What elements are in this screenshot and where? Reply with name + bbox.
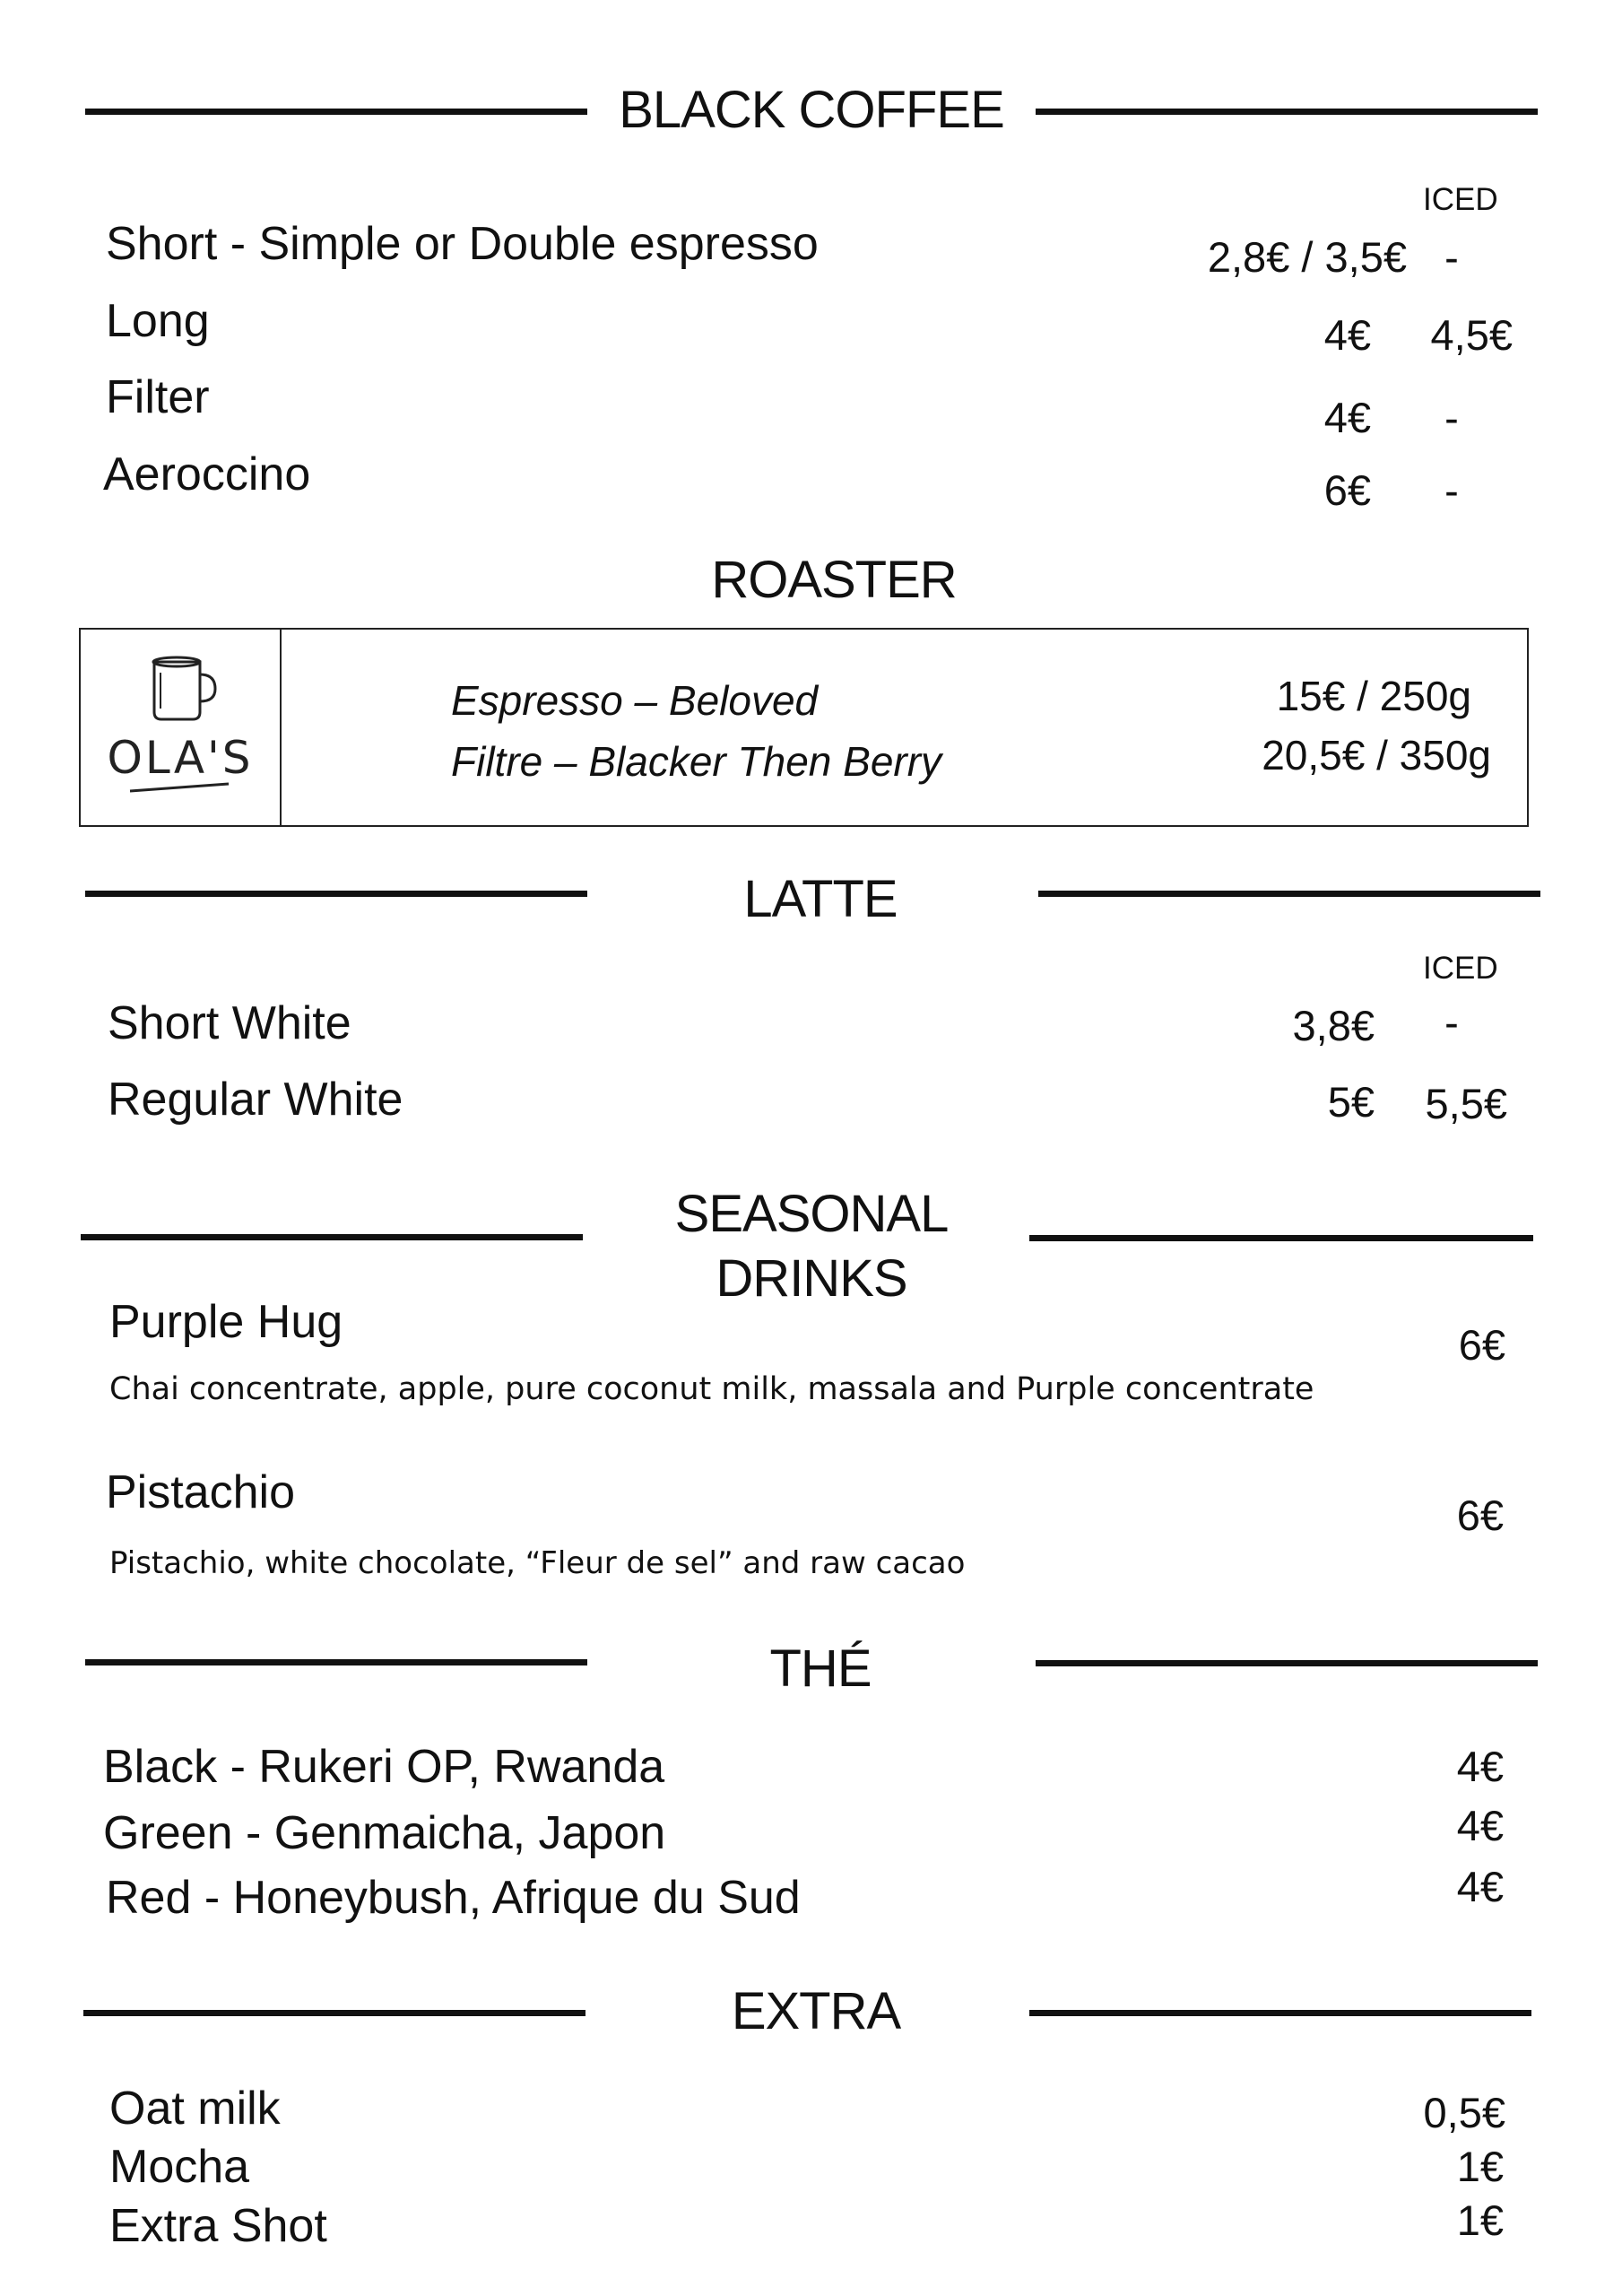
menu-item-name: Red - Honeybush, Afrique du Sud <box>106 1872 801 1924</box>
section-divider-left <box>81 1234 583 1240</box>
section-divider-left <box>83 2010 585 2016</box>
menu-item-price: 4€ <box>1323 311 1371 359</box>
section-divider-left <box>85 1659 587 1665</box>
section-divider-left <box>85 109 587 115</box>
menu-item-iced-price: 4,5€ <box>1430 311 1513 359</box>
roaster-item-price: 15€ / 250g <box>1276 673 1471 719</box>
section-title-roaster: ROASTER <box>711 551 957 609</box>
menu-item-iced-price: - <box>1444 998 1459 1046</box>
menu-item-name: Regular White <box>108 1074 403 1126</box>
menu-item-iced-price: - <box>1444 233 1459 281</box>
section-divider-right <box>1036 109 1538 115</box>
section-divider-left <box>85 891 587 897</box>
menu-item-price: 1€ <box>1456 2196 1504 2244</box>
menu-item-price: 4€ <box>1456 1743 1504 1790</box>
menu-item-description: Pistachio, white chocolate, “Fleur de sel” and raw cacao <box>109 1545 966 1581</box>
menu-item-price: 0,5€ <box>1423 2089 1505 2136</box>
menu-item-name: Green - Genmaicha, Japon <box>103 1807 666 1859</box>
menu-item-name: Mocha <box>109 2141 250 2193</box>
menu-item-description: Chai concentrate, apple, pure coconut milk, massala and Purple concentrate <box>109 1371 1314 1407</box>
menu-item-price: 6€ <box>1458 1321 1505 1369</box>
menu-item-iced-price: 5,5€ <box>1425 1080 1507 1127</box>
menu-item-name: Extra Shot <box>109 2200 327 2252</box>
section-title-seasonal <box>592 1182 1031 1311</box>
section-title-extra: EXTRA <box>731 1982 901 2040</box>
menu-item-price: 6€ <box>1456 1492 1504 1539</box>
menu-item-price: 5€ <box>1327 1078 1375 1126</box>
menu-item-name: Filter <box>106 371 210 423</box>
menu-item-price: 4€ <box>1456 1863 1504 1910</box>
roaster-item-name: Filtre – Blacker Then Berry <box>451 738 942 785</box>
menu-item-price: 4€ <box>1456 1802 1504 1849</box>
section-divider-right <box>1029 1235 1533 1241</box>
section-title-black-coffee: BLACK COFFEE <box>619 81 1004 139</box>
roaster-box <box>79 628 1529 827</box>
roaster-item-price: 20,5€ / 350g <box>1262 732 1491 778</box>
svg-text:OLA'S: OLA'S <box>107 732 254 784</box>
menu-item-name: Short - Simple or Double espresso <box>106 218 819 270</box>
roaster-item-name: Espresso – Beloved <box>451 677 819 724</box>
section-divider-right <box>1029 2010 1531 2016</box>
menu-item-price: 4€ <box>1323 394 1371 441</box>
menu-item-price: 1€ <box>1456 2143 1504 2190</box>
iced-column-header: ICED <box>1423 182 1498 217</box>
section-title-latte: LATTE <box>743 870 898 928</box>
mug-icon <box>81 630 280 825</box>
section-title-the: THÉ <box>769 1639 872 1698</box>
menu-item-iced-price: - <box>1444 466 1459 514</box>
section-divider-right <box>1038 891 1540 897</box>
menu-item-price: 6€ <box>1323 466 1371 514</box>
roaster-logo <box>81 630 282 825</box>
section-title-line: SEASONAL <box>674 1185 949 1243</box>
menu-item-name: Oat milk <box>109 2083 281 2135</box>
section-title-line: DRINKS <box>716 1249 907 1308</box>
menu-item-name: Black - Rukeri OP, Rwanda <box>103 1741 665 1793</box>
menu-item-name: Short White <box>108 997 351 1049</box>
menu-item-name: Long <box>106 295 210 347</box>
menu-item-name: Aeroccino <box>103 448 311 500</box>
menu-item-iced-price: - <box>1444 394 1459 441</box>
menu-item-name: Purple Hug <box>109 1296 343 1348</box>
section-divider-right <box>1036 1660 1538 1666</box>
menu-item-price: 2,8€ / 3,5€ <box>1207 233 1407 281</box>
menu-item-price: 3,8€ <box>1292 1002 1375 1049</box>
menu-item-name: Pistachio <box>106 1466 295 1518</box>
iced-column-header: ICED <box>1423 951 1498 986</box>
